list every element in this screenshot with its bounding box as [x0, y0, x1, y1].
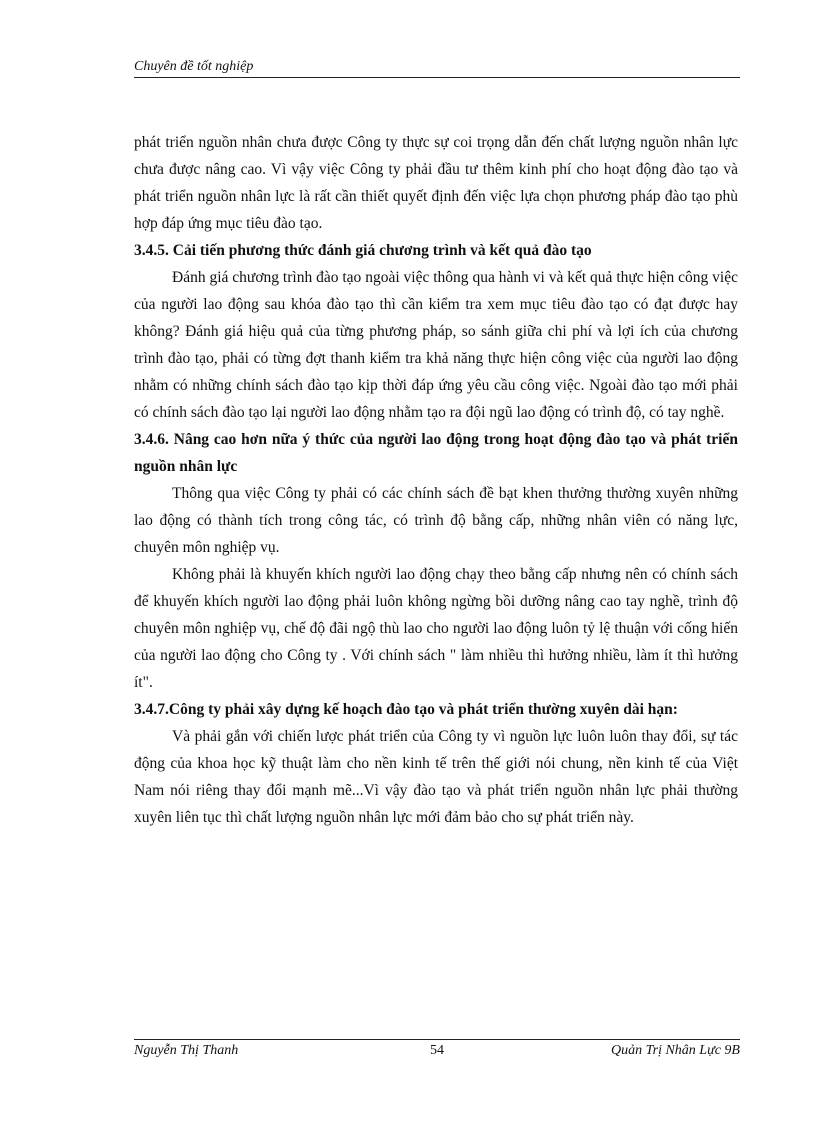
page-header — [134, 58, 740, 76]
heading-3-4-7: 3.4.7.Công ty phải xây dựng kế hoạch đào tạo và phát triển thường xuyên dài hạn: — [134, 701, 678, 718]
paragraph-intro: phát triển nguồn nhân chưa được Công ty thực sự coi trọng dẫn đến chất lượng nguồn nhân lực chưa được nâng cao. Vì vậy việc Công ty phải đầu tư thêm kinh phí cho hoạt động đào tạo và phát triển nguồn nhân lực là rất cần thiết quyết định đến việc lựa chọn phương pháp đào tạo phù hợp đáp ứng mục tiêu đào tạo. — [134, 134, 738, 232]
page-number: 54 — [430, 1043, 444, 1058]
paragraph-evaluation: Đánh giá chương trình đào tạo ngoài việc thông qua hành vi và kết quả thực hiện công việc của người lao động sau khóa đào tạo thì cần kiểm tra xem mục tiêu đào tạo có đạt được hay không? Đánh giá hiệu quả của từng phương pháp, so sánh giữa chi phí và lợi ích của chương trình đào tạo, phải có từng đợt thanh kiểm tra khả năng thực hiện công việc của người lao động nhằm có những chính sách đào tạo kịp thời đáp ứng yêu cầu công việc. Ngoài đào tạo mới phải có chính sách đào tạo lại người lao động nhằm tạo ra đội ngũ lao động có trình độ, có tay nghề. — [134, 269, 738, 421]
footer-divider — [134, 1039, 740, 1040]
paragraph-incentives: Không phải là khuyến khích người lao động chạy theo bằng cấp nhưng nên có chính sách để khuyến khích người lao động phải luôn không ngừng bồi dưỡng nâng cao tay nghề, trình độ chuyên môn nghiệp vụ, chế độ đãi ngộ thù lao cho người lao động luôn tỷ lệ thuận với cống hiến của người lao động cho Công ty . Với chính sách " làm nhiều thì hưởng nhiều, làm ít thì hưởng ít". — [134, 566, 738, 691]
paragraph-long-term-plan: Và phải gắn với chiến lược phát triển của Công ty vì nguồn lực luôn luôn thay đổi, sự tác động của khoa học kỹ thuật làm cho nền kinh tế trên thế giới nói chung, nền kinh tế của Việt Nam nói riêng thay đổi mạnh mẽ...Vì vậy đào tạo và phát triển nguồn nhân lực phải thường xuyên liên tục thì chất lượng nguồn nhân lực mới đảm bảo cho sự phát triển này. — [134, 728, 738, 826]
footer-class-name: Quản Trị Nhân Lực 9B — [611, 1043, 740, 1058]
header-divider — [134, 77, 740, 78]
page-footer — [134, 1041, 740, 1061]
heading-3-4-6: 3.4.6. Nâng cao hơn nữa ý thức của người lao động trong hoạt động đào tạo và phát triển nguồn nhân lực — [134, 431, 738, 475]
paragraph-rewards: Thông qua việc Công ty phải có các chính sách đề bạt khen thưởng thường xuyên những lao động có thành tích trong công tác, có trình độ bằng cấp, những nhân viên có năng lực, chuyên môn nghiệp vụ. — [134, 485, 738, 556]
document-body — [134, 129, 738, 831]
header-title: Chuyên đề tốt nghiệp — [134, 59, 254, 74]
footer-author: Nguyễn Thị Thanh — [134, 1043, 239, 1058]
heading-3-4-5: 3.4.5. Cải tiến phương thức đánh giá chương trình và kết quả đào tạo — [134, 242, 592, 259]
